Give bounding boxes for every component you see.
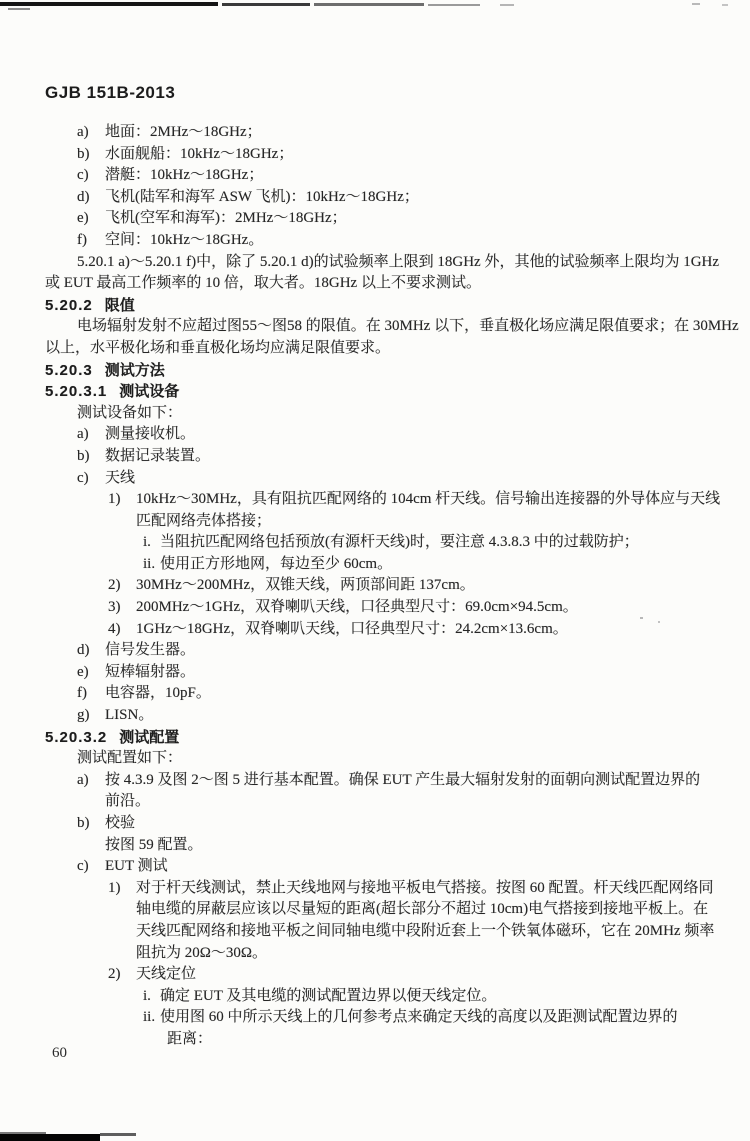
equipment-item-a: [45, 424, 705, 446]
freq-range-item-c: [45, 165, 705, 187]
config-intro: 测试配置如下：: [77, 750, 183, 767]
list-label: g): [77, 707, 90, 724]
doc-number-header: GJB 151B-2013: [45, 83, 176, 102]
list-text: 按 4.3.9 及图 2～图 5 进行基本配置。确保 EUT 产生最大辐射发射的面朝向测试配置边界的: [105, 771, 701, 788]
list-text: 信号发生器。: [105, 642, 196, 659]
list-label: ii.: [143, 1009, 156, 1026]
list-text: 水面舰船：10kHz～18GHz；: [105, 145, 294, 162]
list-label: e): [77, 210, 89, 227]
page-number: 60: [52, 1045, 67, 1061]
freq-range-item-a: [45, 122, 705, 144]
antenna-item-1-cont: 匹配网络壳体搭接；: [136, 512, 272, 529]
list-label: a): [77, 426, 89, 443]
equipment-item-e: [45, 662, 705, 684]
heading-title: 限值: [104, 296, 135, 314]
eut-test-item-2: [45, 964, 705, 986]
list-text: 飞机(空军和海军)：2MHz～18GHz；: [105, 210, 347, 227]
heading-title: 测试配置: [119, 728, 180, 746]
list-label: c): [77, 469, 89, 486]
list-label: i.: [143, 534, 151, 551]
list-label: b): [77, 447, 90, 464]
list-text: 飞机(陆军和海军 ASW 飞机)：10kHz～18GHz；: [105, 188, 419, 205]
equipment-item-b: [45, 446, 705, 468]
list-text: 30MHz～200MHz，双锥天线，两顶部间距 137cm。: [136, 577, 475, 594]
list-text: 天线: [105, 469, 136, 486]
scan-artifact-top: [692, 3, 700, 5]
list-text: 使用图 60 中所示天线上的几何参考点来确定天线的高度以及距测试配置边界的: [160, 1009, 678, 1026]
equipment-item-f: [45, 683, 705, 705]
list-text: 数据记录装置。: [105, 447, 211, 464]
para-5-20-1-line: 5.20.1 a)～5.20.1 f)中，除了 5.20.1 d)的试验频率上限到 18GHz 外，其他的试验频率上限均为 1GHz: [77, 253, 720, 270]
antenna-item-3: [45, 597, 705, 619]
heading-number: 5.20.3.1: [45, 383, 108, 401]
config-item-b: [45, 813, 705, 835]
list-text: 当阻抗匹配网络包括预放(有源杆天线)时，要注意 4.3.8.3 中的过载防护；: [160, 534, 639, 551]
heading-5-20-3-1: [45, 381, 705, 403]
heading-5-20-2: [45, 295, 705, 317]
list-text: 对于杆天线测试，禁止天线地网与接地平板电气搭接。按图 60 配置。杆天线匹配网络同: [136, 879, 714, 896]
limits-body-line: 电场辐射发射不应超过图55～图58 的限值。在 30MHz 以下，垂直极化场应满足限值要求；在 30MHz: [77, 318, 739, 335]
list-text: 校验: [105, 815, 136, 831]
list-text: 使用正方形地网，每边至少 60cm。: [160, 555, 393, 572]
scan-artifact-top: [8, 8, 30, 10]
freq-range-item-b: [45, 144, 705, 166]
equipment-intro: 测试设备如下：: [77, 404, 183, 421]
heading-number: 5.20.2: [45, 296, 93, 314]
scan-artifact-top: [500, 4, 514, 6]
list-label: d): [77, 642, 90, 659]
positioning-sub-ii: [45, 1007, 705, 1029]
heading-title: 测试设备: [119, 383, 180, 401]
list-label: b): [77, 815, 90, 831]
positioning-sub-ii-cont: 距离：: [167, 1030, 213, 1047]
antenna-item-2: [45, 575, 705, 597]
list-label: i.: [143, 987, 151, 1004]
list-text: 空间：10kHz～18GHz。: [105, 231, 264, 248]
antenna-item-4: [45, 619, 705, 641]
scan-artifact-top: [314, 3, 424, 6]
config-item-a: [45, 770, 705, 792]
equipment-item-d: [45, 640, 705, 662]
scan-artifact-bottom: [0, 1134, 100, 1141]
heading-title: 测试方法: [104, 361, 165, 379]
list-label: 2): [108, 966, 121, 983]
list-text: 200MHz～1GHz，双脊喇叭天线，口径典型尺寸：69.0cm×94.5cm。: [136, 599, 578, 616]
list-text: 潜艇：10kHz～18GHz；: [105, 167, 264, 184]
limits-body-line: 以上，水平极化场和垂直极化场均应满足限值要求。: [45, 339, 391, 356]
list-label: 1): [108, 491, 121, 508]
eut-test-item-1-cont: 天线匹配网络和接地平板之间同轴电缆中段附近套上一个铁氧体磁环，它在 20MHz 频率: [136, 922, 715, 939]
scan-artifact-top: [722, 4, 728, 6]
heading-5-20-3: [45, 360, 705, 382]
config-item-a-cont: 前沿。: [105, 793, 151, 810]
equipment-item-c: [45, 468, 705, 490]
list-text: LISN。: [105, 707, 154, 724]
positioning-sub-i: [45, 986, 705, 1008]
equipment-item-g: [45, 705, 705, 727]
list-text: EUT 测试: [105, 858, 168, 875]
eut-test-item-1-cont: 轴电缆的屏蔽层应该以尽量短的距离(超长部分不超过 10cm)电气搭接到接地平板上。在: [136, 901, 709, 918]
list-label: c): [77, 167, 89, 184]
config-item-b-cont: 按图 59 配置。: [105, 836, 203, 853]
list-label: f): [77, 231, 87, 248]
list-text: 电容器，10pF。: [105, 685, 211, 702]
list-text: 短棒辐射器。: [105, 663, 196, 680]
scan-artifact-top: [428, 4, 480, 6]
list-label: f): [77, 685, 87, 702]
list-label: 4): [108, 620, 121, 637]
list-text: 10kHz～30MHz，具有阻抗匹配网络的 104cm 杆天线。信号输出连接器的外导体应与天线: [136, 491, 721, 508]
list-label: a): [77, 124, 89, 140]
list-text: 天线定位: [136, 966, 197, 983]
list-label: 2): [108, 577, 121, 594]
page-content: [45, 82, 739, 1051]
list-label: a): [77, 771, 89, 788]
eut-test-item-1: [45, 878, 714, 900]
antenna-item-1: [45, 489, 721, 511]
scan-artifact-top: [222, 3, 310, 6]
list-label: d): [77, 188, 90, 205]
freq-range-item-e: [45, 208, 705, 230]
scan-artifact-bottom: [100, 1133, 136, 1136]
list-label: ii.: [143, 555, 156, 572]
heading-5-20-3-2: [45, 727, 705, 749]
list-label: 3): [108, 599, 121, 616]
list-label: c): [77, 858, 89, 875]
list-text: 确定 EUT 及其电缆的测试配置边界以便天线定位。: [160, 987, 497, 1004]
antenna-sub-i: [45, 532, 705, 554]
freq-range-item-f: [45, 230, 705, 252]
list-text: 1GHz～18GHz，双脊喇叭天线，口径典型尺寸：24.2cm×13.6cm。: [136, 620, 568, 637]
para-5-20-1-line: 或 EUT 最高工作频率的 10 倍，取大者。18GHz 以上不要求测试。: [45, 275, 481, 292]
list-label: 1): [108, 879, 121, 896]
heading-number: 5.20.3.2: [45, 728, 108, 746]
config-item-c: [45, 856, 705, 878]
list-label: b): [77, 145, 90, 162]
list-text: 测量接收机。: [105, 426, 196, 443]
list-label: e): [77, 663, 89, 680]
list-text: 地面：2MHz～18GHz；: [105, 124, 262, 140]
scan-artifact-top: [0, 2, 218, 6]
heading-number: 5.20.3: [45, 361, 93, 379]
antenna-sub-ii: [45, 554, 705, 576]
freq-range-item-d: [45, 187, 705, 209]
eut-test-item-1-cont: 阻抗为 20Ω～30Ω。: [136, 944, 268, 961]
